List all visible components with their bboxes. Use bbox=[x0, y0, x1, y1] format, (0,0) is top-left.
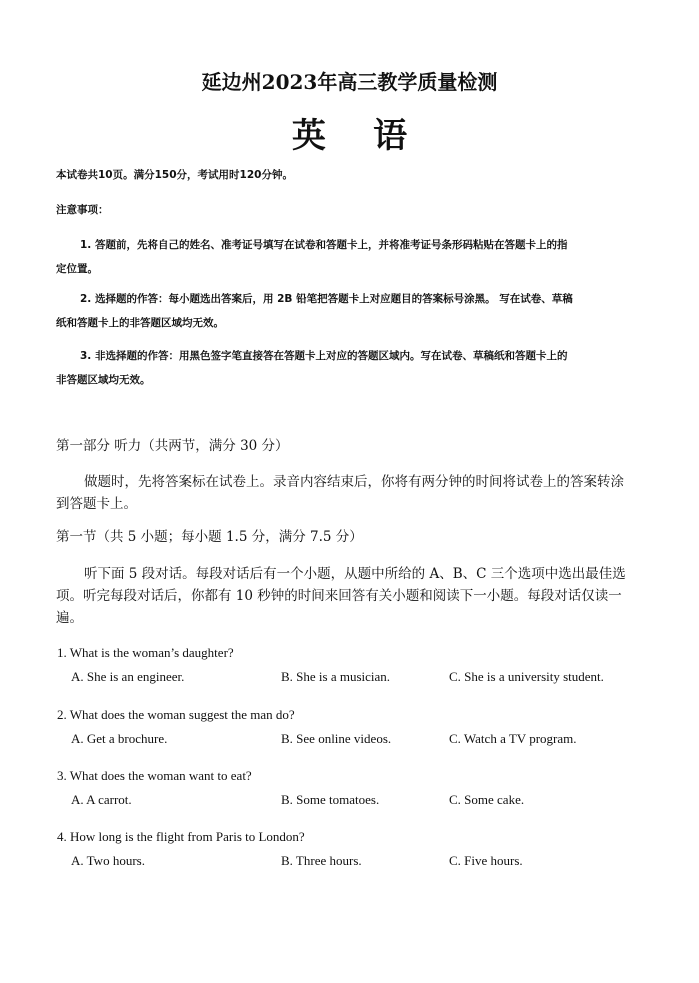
exam-title: 延边州2023年高三教学质量检测 bbox=[201, 70, 498, 94]
section1-line2: 项。听完每段对话后，你都有 10 秒钟的时间来回答有关小题和阅读下一小题。每段对话仅读一 bbox=[56, 588, 622, 604]
note-3-line1: 3. 非选择题的作答：用黑色签字笔直接答在答题卡上对应的答题区域内。写在试卷、草稿纸和答题卡上的 bbox=[80, 350, 568, 362]
question-1-option-b: B. She is a musician. bbox=[281, 669, 391, 684]
question-3-option-c: C. Some cake. bbox=[449, 792, 525, 807]
question-2-option-c: C. Watch a TV program. bbox=[449, 731, 577, 746]
section1-line3: 遍。 bbox=[56, 610, 83, 626]
note-1-line2: 定位置。 bbox=[56, 263, 98, 275]
exam-intro: 本试卷共10页。满分150分，考试用时120分钟。 bbox=[56, 169, 293, 181]
note-2-line1: 2. 选择题的作答：每小题选出答案后，用 2B 铅笔把答题卡上对应题目的答案标号涂黑。 写在试卷、草稿 bbox=[80, 293, 573, 305]
notes-heading: 注意事项： bbox=[56, 204, 109, 216]
section1-heading: 第一节（共 5 小题；每小题 1.5 分，满分 7.5 分） bbox=[56, 529, 363, 545]
question-1-option-a: A. She is an engineer. bbox=[71, 669, 185, 684]
note-1-line1: 1. 答题前，先将自己的姓名、准考证号填写在试卷和答题卡上，并将准考证号条形码粘贴在答题卡上的指 bbox=[80, 239, 568, 251]
question-4: 4. How long is the flight from Paris to London? bbox=[57, 829, 305, 844]
question-3: 3. What does the woman want to eat? bbox=[57, 768, 252, 783]
subject-title: 英 语 bbox=[291, 116, 408, 156]
question-4-option-b: B. Three hours. bbox=[281, 853, 362, 868]
question-3-option-b: B. Some tomatoes. bbox=[281, 792, 380, 807]
part1-instruction-line1: 做题时，先将答案标在试卷上。录音内容结束后，你将有两分钟的时间将试卷上的答案转涂 bbox=[84, 474, 624, 490]
part1-instruction-line2: 到答题卡上。 bbox=[56, 496, 137, 512]
question-3-option-a: A. A carrot. bbox=[71, 792, 132, 807]
note-3-line2: 非答题区域均无效。 bbox=[56, 374, 151, 386]
question-2-option-a: A. Get a brochure. bbox=[71, 731, 168, 746]
question-2: 2. What does the woman suggest the man do? bbox=[57, 707, 295, 722]
note-2-line2: 纸和答题卡上的非答题区域均无效。 bbox=[56, 317, 224, 329]
part1-heading: 第一部分 听力（共两节，满分 30 分） bbox=[56, 438, 289, 454]
question-4-option-a: A. Two hours. bbox=[71, 853, 145, 868]
question-1-option-c: C. She is a university student. bbox=[449, 669, 604, 684]
section1-line1: 听下面 5 段对话。每段对话后有一个小题，从题中所给的 A、B、C 三个选项中选出最佳选 bbox=[84, 566, 626, 582]
question-4-option-c: C. Five hours. bbox=[449, 853, 523, 868]
question-1: 1. What is the woman’s daughter? bbox=[57, 645, 234, 660]
question-2-option-b: B. See online videos. bbox=[281, 731, 392, 746]
